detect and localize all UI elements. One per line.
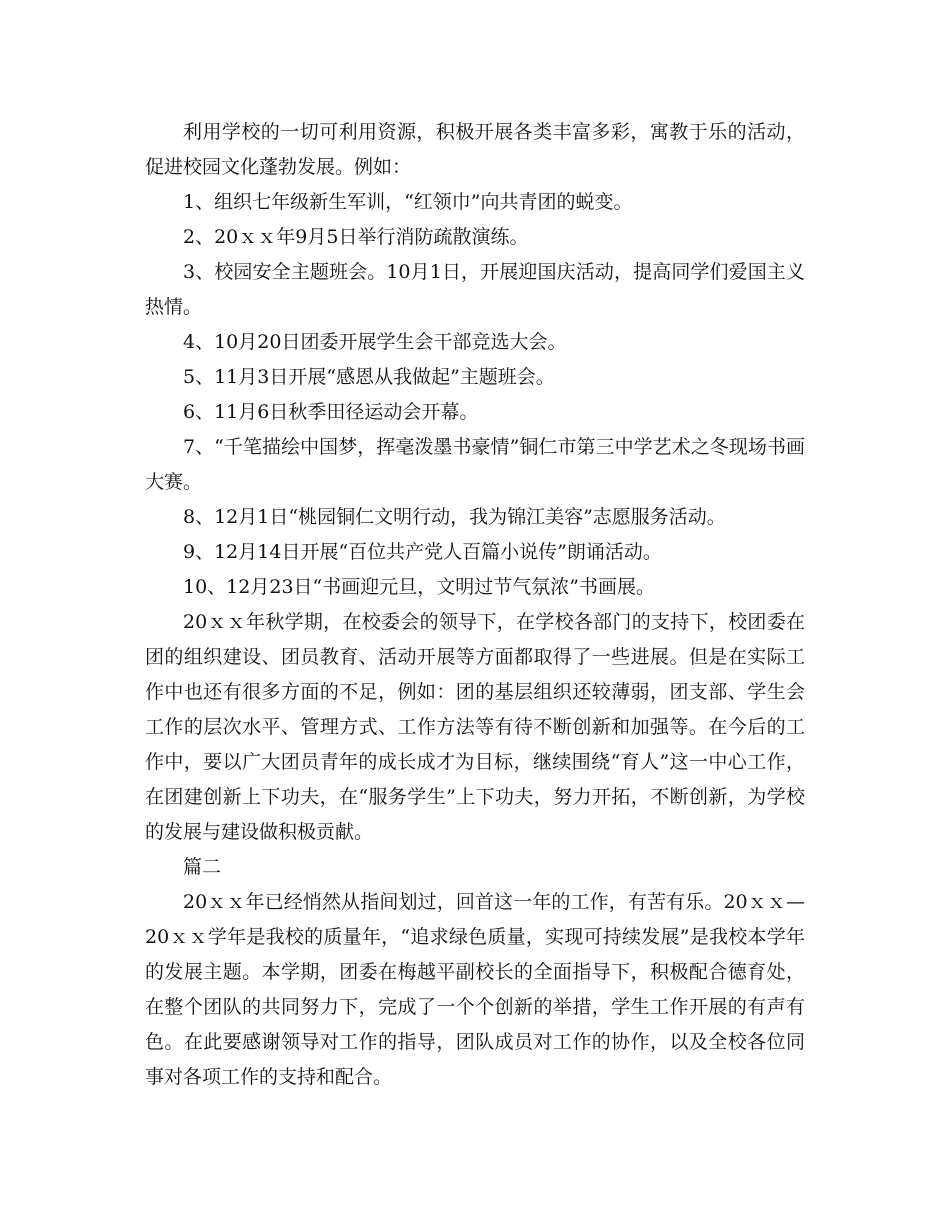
list-item-10: 10、12月23日“书画迎元旦，文明过节气氛浓”书画展。 [183,576,655,598]
paragraph-summary: 20ｘｘ年秋学期，在校委会的领导下，在学校各部门的支持下，校团委在团的组织建设、团员教育、活动开展等方面都取得了一些进展。但是在实际工作中也还有很多方面的不足，例如：团的基层组织还较薄弱，团支部、学生会工作的层次水平、管理方式、工作方法等有待不断创新和加强等。在今后的工作中，要以广大团员青年的成长成才为目标，继续围绕“育人”这一中心工作，在团建创新上下功夫，在“服务学生”上下功夫，努力开拓，不断创新，为学校的发展与建设做积极贡献。 [145,611,805,843]
document-body [145,115,805,1095]
paragraph-section-two: 20ｘｘ年已经悄然从指间划过，回首这一年的工作，有苦有乐。20ｘｘ—20ｘｘ学年是我校的质量年，“追求绿色质量，实现可持续发展”是我校本学年的发展主题。本学期，团委在梅越平副校长的全面指导下，积极配合德育处，在整个团队的共同努力下，完成了一个个创新的举措，学生工作开展的有声有色。在此要感谢领导对工作的指导，团队成员对工作的协作，以及全校各位同事对各项工作的支持和配合。 [145,891,805,1088]
list-item-6: 6、11月6日秋季田径运动会开幕。 [183,401,479,423]
list-item-3: 3、校园安全主题班会。10月1日，开展迎国庆活动，提高同学们爱国主义热情。 [145,261,805,318]
paragraph-intro: 利用学校的一切可利用资源，积极开展各类丰富多彩，寓教于乐的活动，促进校园文化蓬勃发展。例如： [145,121,805,178]
list-item-5: 5、11月3日开展“感恩从我做起”主题班会。 [183,366,555,388]
list-item-4: 4、10月20日团委开展学生会干部竞选大会。 [183,331,567,353]
list-item-2: 2、20ｘｘ年9月5日举行消防疏散演练。 [183,226,529,248]
list-item-8: 8、12月1日“桃园铜仁文明行动，我为锦江美容”志愿服务活动。 [183,506,726,528]
list-item-9: 9、12月14日开展“百位共产党人百篇小说传”朗诵活动。 [183,541,662,563]
list-item-7: 7、“千笔描绘中国梦，挥毫泼墨书豪情”铜仁市第三中学艺术之冬现场书画大赛。 [145,436,805,493]
list-item-1: 1、组织七年级新生军训，“红领巾”向共青团的蜕变。 [183,191,633,213]
section-heading: 篇二 [183,856,222,878]
